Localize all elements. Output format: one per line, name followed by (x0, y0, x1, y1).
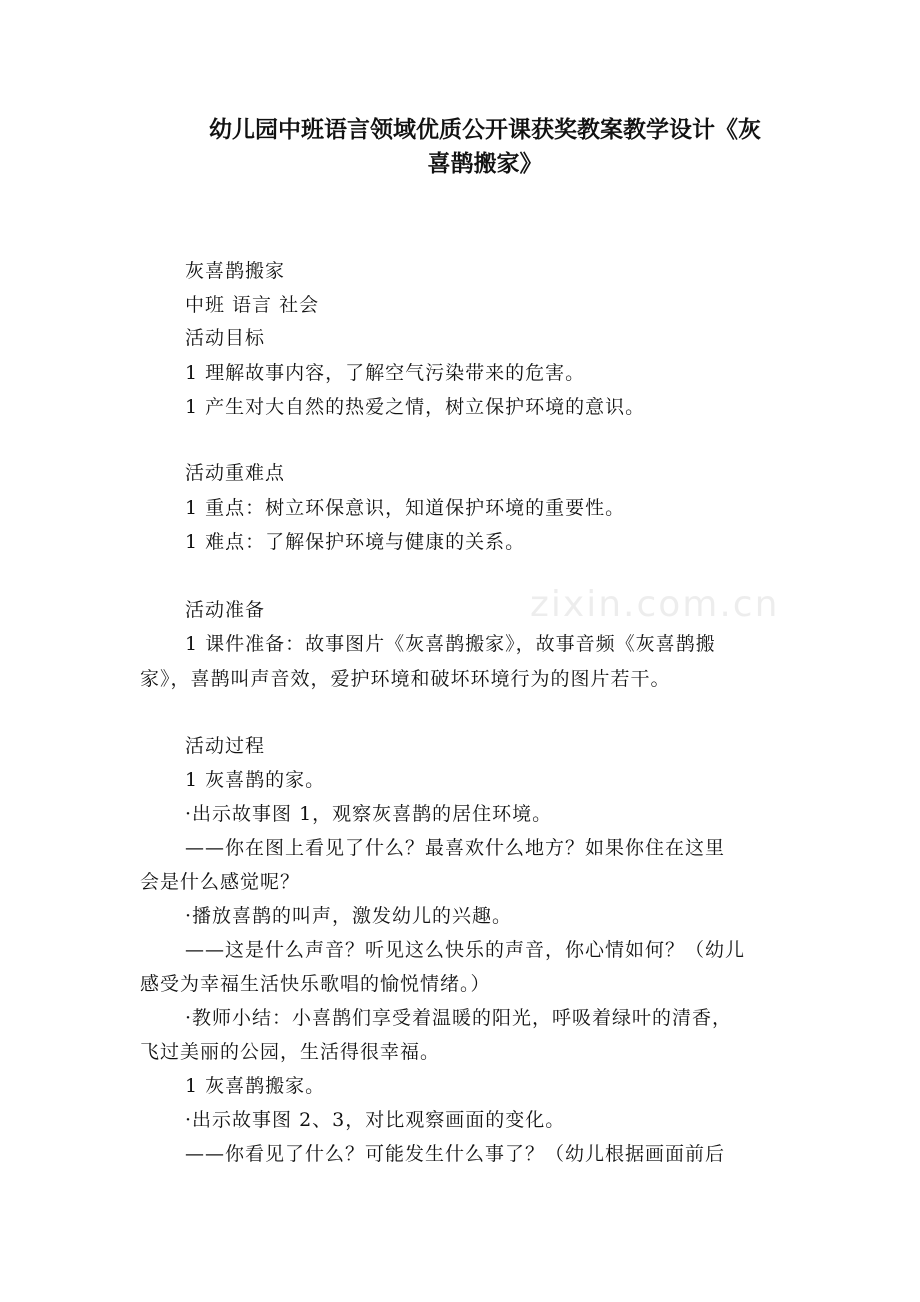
class-subject: 中班 语言 社会 (185, 294, 320, 316)
difficult-point: 1 难点：了解保护环境与健康的关系。 (185, 531, 526, 553)
key-point: 1 重点：树立环保意识，知道保护环境的重要性。 (185, 497, 626, 519)
watermark: zixin.com.cn (530, 584, 780, 625)
heading-key-points: 活动重难点 (185, 462, 286, 484)
process-line: ——你看见了什么？可能发生什么事了？（幼儿根据画面前后 (185, 1143, 726, 1165)
process-line: ·出示故事图 2、3，对比观察画面的变化。 (185, 1109, 566, 1131)
process-line: 会是什么感觉呢？ (140, 871, 301, 893)
process-line: 飞过美丽的公园，生活得很幸福。 (140, 1041, 441, 1063)
heading-objectives: 活动目标 (185, 327, 266, 349)
process-line: ·出示故事图 1，观察灰喜鹊的居住环境。 (185, 803, 553, 825)
heading-preparation: 活动准备 (185, 599, 266, 621)
process-line: ——这是什么声音？听见这么快乐的声音，你心情如何？（幼儿 (185, 939, 746, 961)
preparation-line-1: 1 课件准备：故事图片《灰喜鹊搬家》，故事音频《灰喜鹊搬 (185, 633, 716, 655)
process-line: 感受为幸福生活快乐歌唱的愉悦情绪。） (140, 973, 491, 995)
process-line: ——你在图上看见了什么？最喜欢什么地方？如果你住在这里 (185, 837, 726, 859)
process-step-2: 1 灰喜鹊搬家。 (185, 1075, 326, 1097)
objective-2: 1 产生对大自然的热爱之情，树立保护环境的意识。 (185, 396, 646, 418)
process-line: ·播放喜鹊的叫声，激发幼儿的兴趣。 (185, 905, 513, 927)
heading-process: 活动过程 (185, 735, 266, 757)
objective-1: 1 理解故事内容，了解空气污染带来的危害。 (185, 362, 586, 384)
preparation-line-2: 家》，喜鹊叫声音效，爱护环境和破坏环境行为的图片若干。 (140, 668, 671, 690)
lesson-name: 灰喜鹊搬家 (185, 260, 286, 282)
process-step-1: 1 灰喜鹊的家。 (185, 769, 326, 791)
process-line: ·教师小结：小喜鹊们享受着温暖的阳光，呼吸着绿叶的清香， (185, 1007, 733, 1029)
document-title-line-1: 幼儿园中班语言领域优质公开课获奖教案教学设计《灰 (209, 117, 761, 143)
document-title-line-2: 喜鹊搬家》 (427, 151, 543, 177)
